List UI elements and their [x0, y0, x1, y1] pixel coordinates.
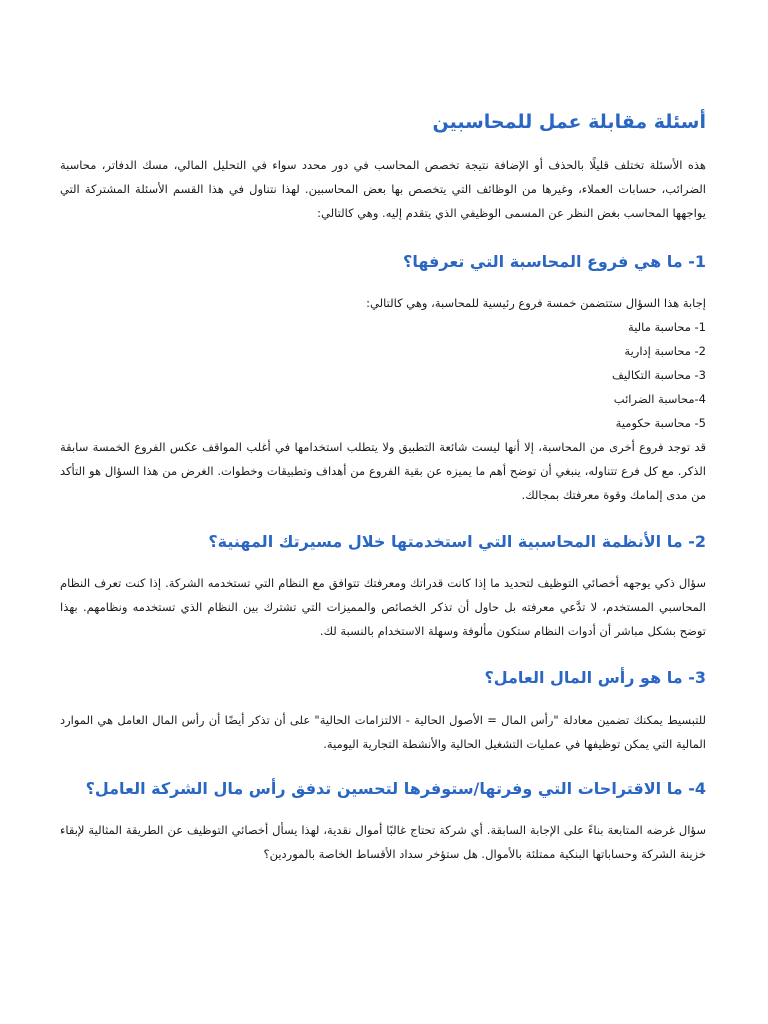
question-3-heading: 3- ما هو رأس المال العامل؟ [484, 668, 706, 688]
question-1-note: قد توجد فروع أخرى من المحاسبة، إلا أنها ليست شائعة التطبيق ولا يتطلب استخدامها في أغلب المواقف عكس الفروع الخمسة سابقة الذكر. مع كل فرع تتناوله، ينبغي أن توضح أهم ما يميزه عن بقية الفروع من أهداف وتطبيقات وخطوات. الغرض من هذا السؤال هو التأكد من مدى إلمامك وقوة معرفتك بمجالك. [60, 439, 706, 502]
question-4-answer: سؤال غرضه المتابعة بناءً على الإجابة السابقة. أي شركة تحتاج غالبًا أموال نقدية، لهذا يسأل أخصائي التوظيف عن الطريقة المثالية لإبقاء خزينة الشركة وحساباتها البنكية ممتلئة بالأموال. هل ستؤخر سداد الأقساط الخاصة بالموردين؟ [60, 823, 706, 862]
list-item: 4-محاسبة الضرائب [613, 391, 706, 406]
list-item: 2- محاسبة إدارية [624, 343, 706, 358]
question-2-heading: 2- ما الأنظمة المحاسبية التي استخدمتها خلال مسيرتك المهنية؟ [208, 531, 706, 551]
question-4-heading: 4- ما الاقتراحات التي وفرتها/ستوفرها لتحسين تدفق رأس مال الشركة العامل؟ [85, 778, 706, 798]
list-item: 5- محاسبة حكومية [615, 415, 706, 430]
question-1-heading: 1- ما هي فروع المحاسبة التي تعرفها؟ [403, 251, 706, 271]
question-2-answer: سؤال ذكي يوجهه أخصائي التوظيف لتحديد ما إذا كانت قدراتك ومعرفتك تتوافق مع النظام التي تستخدمه الشركة. إذا كنت تعرف النظام المحاسبي المستخدم، لا تدَّعي معرفته بل حاول أن تذكر الخصائص والمميزات التي تشترك بين النظام الذي تستخدمه ونظامهم. بهذا توضح بشكل مباشر أن أدوات النظام ستكون مألوفة وسهلة الاستخدام بالنسبة لك. [60, 576, 706, 639]
intro-paragraph: هذه الأسئلة تختلف قليلًا بالحذف أو الإضافة نتيجة تخصص المحاسب في دور محدد سواء في التحليل المالي، مسك الدفاتر، محاسبة الضرائب، حسابات العملاء، وغيرها من الوظائف التي يتخصص بها بعض المحاسبين. لهذا نتناول في هذا القسم الأسئلة المشتركة التي يواجهها المحاسب بغض النظر عن المسمى الوظيفي الذي يتقدم إليه. وهي كالتالي: [60, 157, 706, 220]
article [60, 108, 706, 866]
question-3-answer: للتبسيط يمكنك تضمين معادلة "رأس المال = الأصول الحالية - الالتزامات الحالية" على أن تذكر أيضًا أن رأس المال العامل هي الموارد المالية التي يمكن توظيفها في عمليات التشغيل الحالية والأنشطة التجارية اليومية. [60, 712, 706, 751]
accounting-branches-list [60, 315, 706, 435]
page-title: أسئلة مقابلة عمل للمحاسبين [432, 111, 706, 133]
list-item: 3- محاسبة التكاليف [611, 367, 706, 382]
list-item: 1- محاسبة مالية [628, 319, 706, 334]
question-1-lead: إجابة هذا السؤال ستتضمن خمسة فروع رئيسية للمحاسبة، وهي كالتالي: [366, 295, 706, 310]
